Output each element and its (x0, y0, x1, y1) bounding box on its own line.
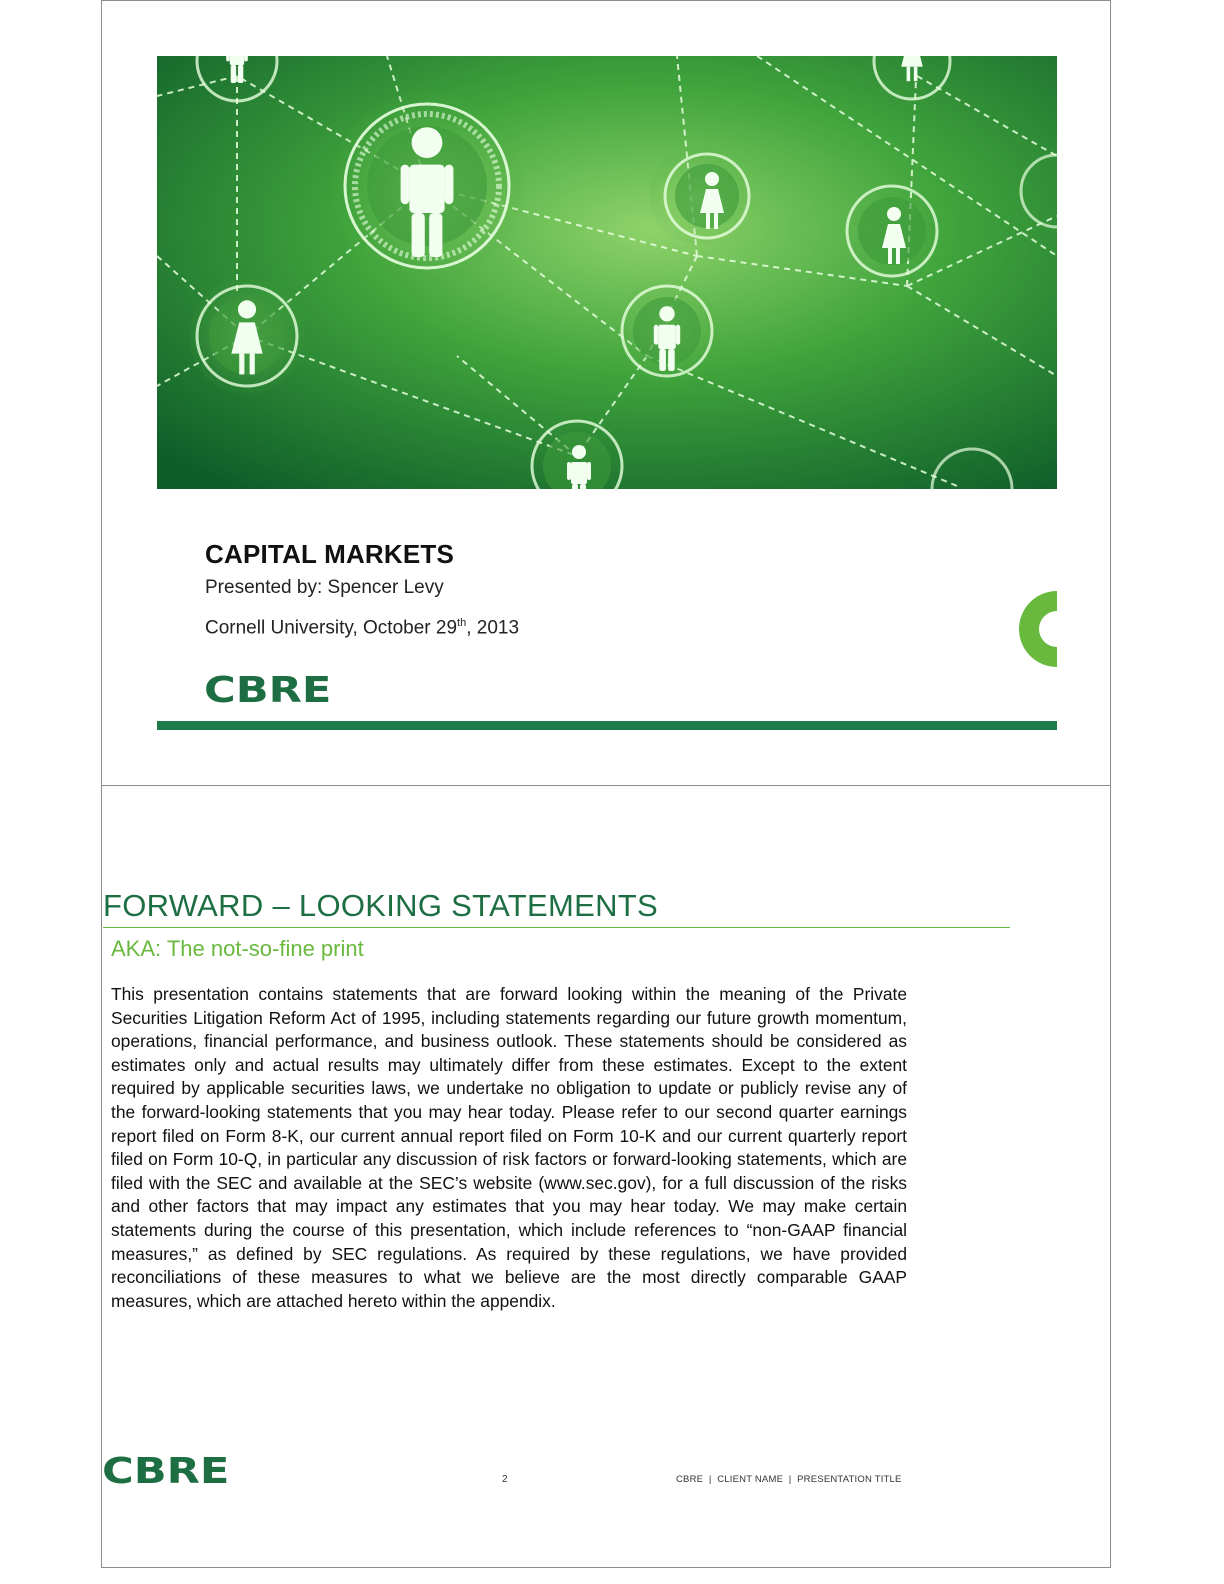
footer-text: CBRE | CLIENT NAME | PRESENTATION TITLE (676, 1474, 902, 1485)
slide-subheading: AKA: The not-so-fine print (111, 936, 364, 961)
venue-date-line (205, 617, 519, 639)
venue-year: , 2013 (466, 617, 520, 639)
page-number: 2 (502, 1474, 508, 1485)
cbre-logo: CBRE (102, 1451, 230, 1492)
brand-bar (157, 721, 1057, 730)
venue-text: Cornell University, October 29 (205, 617, 458, 639)
heading-rule (103, 927, 1010, 928)
venue-ordinal-suffix: th (457, 617, 467, 629)
cbre-logo: CBRE (204, 670, 332, 711)
cbre-c-mark-icon (1007, 589, 1067, 674)
disclaimer-paragraph: This presentation contains statements that are forward looking within the meaning of the Private Securities Litigation Reform Act of 1995, including statements regarding our future growth momentum, operations, financial performance, and business outlook. These statements should be considered as estimates only and actual results may ultimately differ from these estimates. Except to the extent required by applicable securities laws, we undertake no obligation to update or publicly revise any of the forward-looking statements that you may hear today. Please refer to our second quarter earnings report filed on Form 8-K, our current annual report filed on Form 10-K and our current quarterly report filed on Form 10-Q, in particular any discussion of risk factors or forward-looking statements, which are filed with the SEC and available at the SEC’s website (www.sec.gov), for a full discussion of the risks and other factors that may impact any estimates that you may hear today. We may make certain statements during the course of this presentation, which include references to “non-GAAP financial measures,” as defined by SEC regulations. As required by these regulations, we have provided reconciliations of these measures to what we believe are the most directly comparable GAAP measures, which are attached hereto within the appendix. (111, 984, 907, 1311)
title-slide (101, 0, 1111, 786)
slide-heading: FORWARD – LOOKING STATEMENTS (103, 888, 658, 923)
presenter-line: Presented by: Spencer Levy (205, 577, 444, 598)
hero-image (157, 56, 1057, 489)
network-people-illustration (157, 56, 1057, 489)
slide-title: CAPITAL MARKETS (205, 539, 455, 569)
